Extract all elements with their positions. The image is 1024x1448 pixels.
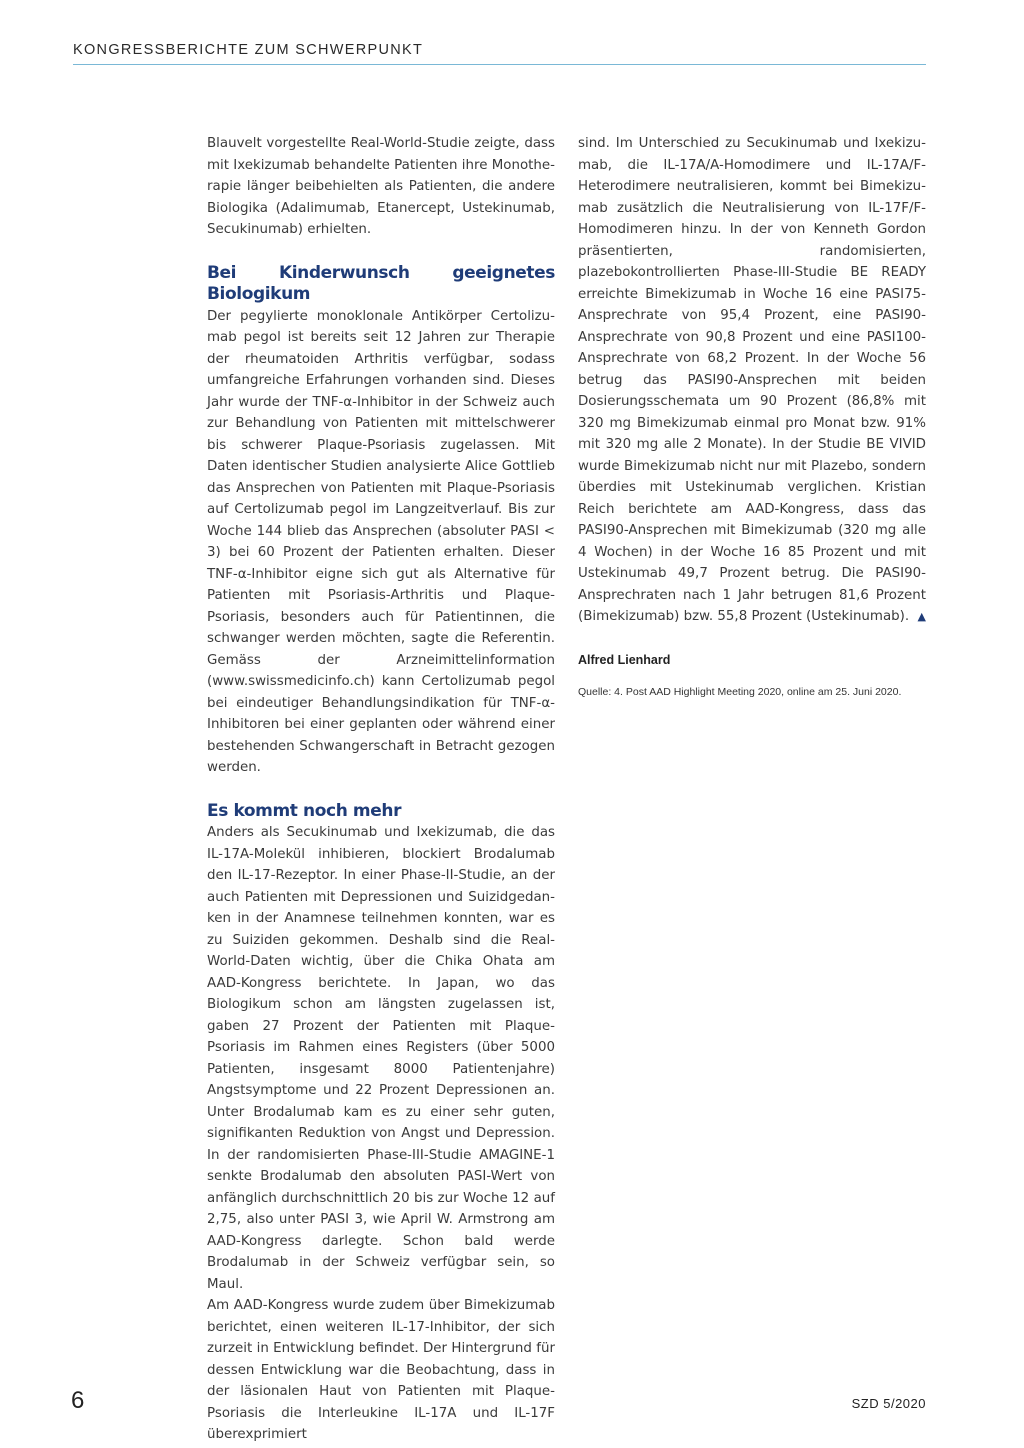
continued-paragraph: sind. Im Unterschied zu Secukinumab und Ixekizumab, die IL-17A/A-Homodimere und IL-17A/F-Heterodimere neutralisieren, kommt bei Bimekizumab zusätzlich die Neutralisierung von IL-17F/F-Homodimeren hinzu. In der von Kenneth Gordon präsentierten, randomisierten, plazebokontrollierten Phase-III-Studie BE READY erreichte Bimekizumab in Woche 16 eine PASI75-Ansprechrate von 95,4 Prozent, eine PASI90-Ansprechrate von 90,8 Prozent und eine PASI100-Ansprechrate von 68,2 Prozent. In der Woche 56 betrug das PASI90-Ansprechen mit beiden Dosierungsschemata um 90 Prozent (86,8% mit 320 mg Bimekizumab einmal pro Monat bzw. 91% mit 320 mg alle 2 Monate). In der Studie BE VIVID wurde Bimekizumab nicht nur mit Plazebo, sondern überdies mit Ustekinumab verglichen. Kristian Reich berichtete am AAD-Kongress, dass das PASI90-Ansprechen mit Bimekizumab (320 mg alle 4 Wochen) in der Woche 16 85 Prozent und mit Ustekinumab 49,7 Prozent betrug. Die PASI90-Ansprechraten nach 1 Jahr betrugen 81,6 Prozent (Bimekizumab) bzw. 55,8 Prozent (Ustekinumab). <box>578 136 926 624</box>
right-column <box>578 133 926 699</box>
author-name: Alfred Lienhard <box>578 652 671 667</box>
header-divider <box>73 64 926 65</box>
section-heading-kinderwunsch: Bei Kinderwunsch geeignetes Biologikum <box>207 262 555 304</box>
section-heading-mehr: Es kommt noch mehr <box>207 800 402 821</box>
section-paragraph-certolizumab: Der pegylierte monoklonale Antikörper Certolizumab pegol ist bereits seit 12 Jahren zur Therapie der rheumatoiden Arthritis verfügbar, sodass umfangreiche Erfahrungen vorhanden sind. Dieses Jahr wurde der TNF-α-Inhibitor in der Schweiz auch zur Behandlung von Patienten mit mittelschwerer bis schwerer Plaque-Psoriasis zugelassen. Mit Daten identischer Studien analysierte Alice Gottlieb das Ansprechen von Patienten mit Plaque-Psoriasis auf Certolizumab pegol im Langzeitverlauf. Bis zur Woche 144 blieb das Ansprechen (absoluter PASI < 3) bei 60 Prozent der Patienten erhalten. Dieser TNF-α-Inhibitor eigne sich gut als Alternative für Patienten mit Psoriasis-Arthritis und Plaque-Psoriasis, besonders auch für Patientinnen, die schwanger werden möchten, sagte die Referentin. Gemäss der Arzneimittelinformation (www.swissmedicinfo.ch) kann Certolizumab pegol bei eindeutiger Behandlungsindikation für TNF-α-Inhibitoren bei einer geplanten oder während einer bestehenden Schwangerschaft in Betracht gezogen werden. <box>207 308 555 775</box>
intro-paragraph: Blauvelt vorgestellte Real-World-Studie zeigte, dass mit Ixekizumab behandelte Patienten ihre Monotherapie länger beibehielten als Patienten, die andere Biologika (Adalimumab, Etanercept, Ustekinumab, Secukinumab) erhielten. <box>207 136 555 237</box>
source-note: Quelle: 4. Post AAD Highlight Meeting 2020, online am 25. Juni 2020. <box>578 686 902 698</box>
page-number: 6 <box>71 1387 85 1414</box>
section-paragraph-brodalumab: Anders als Secukinumab und Ixekizumab, die das IL-17A-Molekül inhibieren, blockiert Brodalumab den IL-17-Rezeptor. In einer Phase-II-Studie, an der auch Patienten mit Depressionen und Suizidgedanken in der Anamnese teilnehmen konnten, war es zu Suiziden gekommen. Deshalb sind die Real-World-Daten wichtig, über die Chika Ohata am AAD-Kongress berichtete. In Japan, wo das Biologikum schon am längsten zugelassen ist, gaben 27 Prozent der Patienten mit Plaque-Psoriasis im Rahmen eines Registers (über 5000 Patienten, insgesamt 8000 Patientenjahre) Angstsymptome und 22 Prozent Depressionen an. Unter Brodalumab kam es zu einer sehr guten, signifikanten Reduktion von Angst und Depression. In der randomisierten Phase-III-Studie AMAGINE-1 senkte Brodalumab den absoluten PASI-Wert von anfänglich durchschnittlich 20 bis zur Woche 12 auf 2,75, also unter PASI 3, wie April W. Armstrong am AAD-Kongress darlegte. Schon bald werde Brodalumab in der Schweiz verfügbar sein, so Maul. <box>207 825 555 1292</box>
running-header: KONGRESSBERICHTE ZUM SCHWERPUNKT <box>73 42 424 58</box>
section-paragraph-bimekizumab: Am AAD-Kongress wurde zudem über Bimekizumab berichtet, einen weiteren IL-17-Inhibitor, der sich zurzeit in Entwicklung befindet. Der Hintergrund für dessen Entwicklung war die Beobachtung, dass in der läsionalen Haut von Patienten mit Plaque-Psoriasis die Interleukine IL-17A und IL-17F überexprimiert <box>207 1298 555 1442</box>
issue-label: SZD 5/2020 <box>851 1396 926 1411</box>
end-of-article-triangle-icon: ▲ <box>917 610 926 623</box>
left-column <box>207 133 555 1446</box>
